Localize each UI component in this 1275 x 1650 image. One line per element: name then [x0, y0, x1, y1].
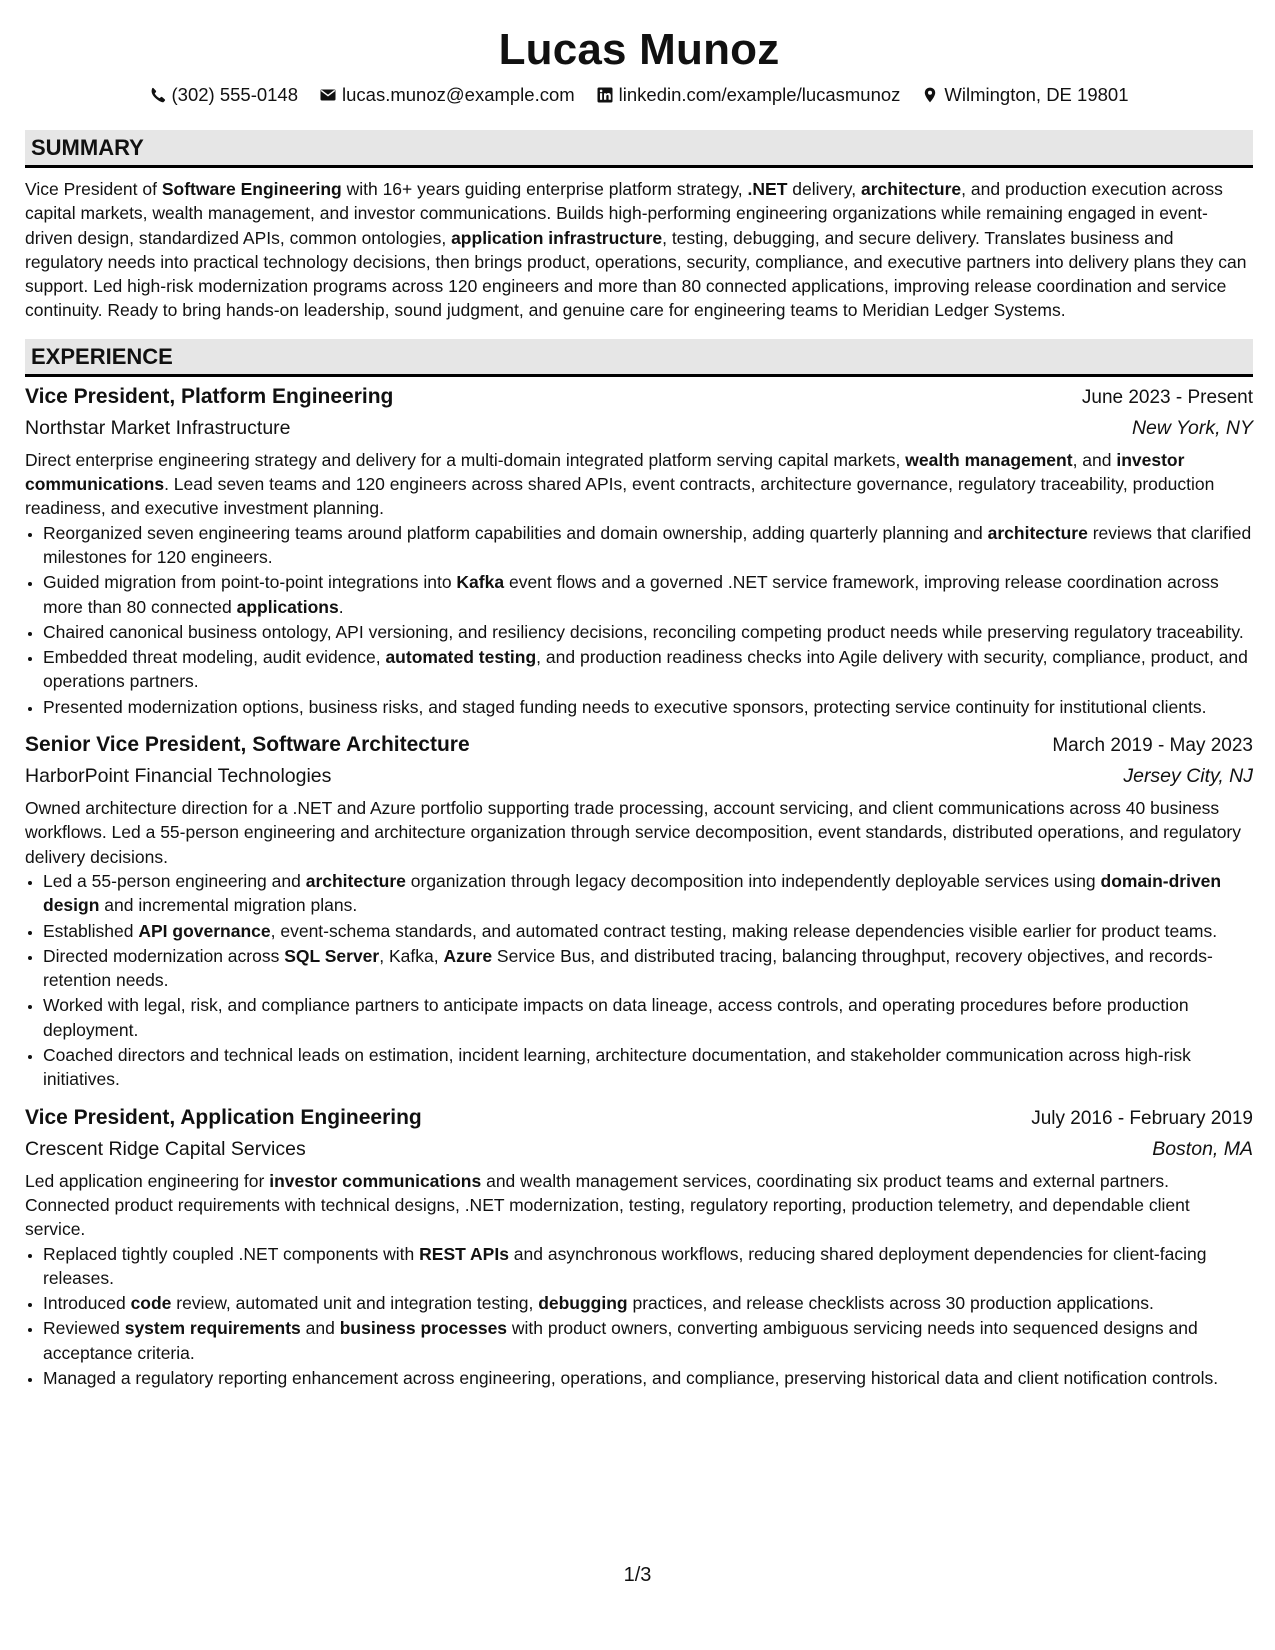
job-title-row: [25, 731, 1253, 760]
bold-keyword: application infrastructure: [451, 227, 663, 248]
email-link[interactable]: lucas.munoz@example.com: [342, 84, 575, 105]
bullet-item: • Worked with legal, risk, and compliance partners to anticipate impacts on data lineage, access controls, and operating procedures before production deployment.: [43, 993, 1253, 1042]
job-company-row: [25, 1135, 1253, 1163]
job-company-row: [25, 414, 1253, 442]
bold-keyword: automated testing: [385, 647, 537, 668]
bold-keyword: Azure: [443, 945, 493, 966]
bold-keyword: investor communications: [25, 449, 1185, 495]
experience-heading: EXPERIENCE: [25, 339, 1253, 377]
linkedin-link[interactable]: linkedin.com/example/lucasmunoz: [618, 84, 901, 105]
bold-keyword: Software Engineering: [161, 179, 342, 199]
experience-section: [25, 339, 1253, 1391]
summary-text: Vice President of Software Engineering with 16+ years guiding enterprise platform strategy, .NET delivery, architecture, and production execution across capital markets, wealth management, and investor communications. Builds high-performing engineering organizations while remaining engaged in event-driven design, standardized APIs, common ontologies, application infrastructure, testing, debugging, and secure delivery. Translates business and regulatory needs into practical technology decisions, then brings product, operations, security, compliance, and executive partners into delivery plans they can support. Led high-risk modernization programs across 120 engineers and more than 80 connected applications, improving release coordination and service continuity. Ready to bring hands-on leadership, sound judgment, and genuine care for engineering teams to Meridian Ledger Systems.: [25, 179, 1247, 321]
job-bullets: [25, 869, 1253, 1092]
job-location: Boston, MA: [1152, 1137, 1253, 1160]
bold-keyword: SQL Server: [284, 945, 380, 966]
job-bullets: [25, 1242, 1253, 1391]
bullet-item: • Embedded threat modeling, audit evidence, automated testing, and production readiness checks into Agile delivery with security, compliance, product, and operations partners.: [43, 645, 1253, 694]
bold-keyword: system requirements: [124, 1318, 301, 1339]
page-number: 1/3: [623, 1564, 652, 1586]
bold-keyword: business processes: [339, 1318, 508, 1339]
bold-keyword: architecture: [987, 522, 1088, 543]
bold-keyword: code: [130, 1293, 172, 1314]
envelope-icon: [320, 87, 336, 103]
bold-keyword: debugging: [538, 1293, 628, 1314]
bullet-item: • Managed a regulatory reporting enhancement across engineering, operations, and compliance, preserving historical data and client notification controls.: [43, 1366, 1253, 1390]
phone-text: (302) 555-0148: [171, 84, 299, 105]
job-entry: [25, 1104, 1253, 1391]
bold-keyword: applications: [236, 596, 339, 617]
job-description: Owned architecture direction for a .NET and Azure portfolio supporting trade processing, account servicing, and client communications across 40 business workflows. Led a 55-person engineering and architecture organization through service decomposition, event standards, distributed operations, and regulatory delivery decisions.: [25, 798, 1242, 867]
job-dates: July 2016 - February 2019: [1031, 1107, 1253, 1129]
job-title-row: [25, 1104, 1253, 1133]
job-description: Direct enterprise engineering strategy and delivery for a multi-domain integrated platform serving capital markets, wealth management, and investor communications. Lead seven teams and 120 engineers across shared APIs, event contracts, architecture governance, regulatory traceability, production readiness, and executive investment planning.: [25, 449, 1215, 519]
job-title-row: [25, 383, 1253, 412]
job-entry: [25, 383, 1253, 719]
job-dates: June 2023 - Present: [1081, 386, 1253, 408]
contact-phone: [150, 84, 299, 106]
bold-keyword: API governance: [138, 920, 271, 941]
bullet-item: • Reviewed system requirements and business processes with product owners, converting ambiguous servicing needs into sequenced designs and acceptance criteria.: [43, 1316, 1253, 1365]
bold-keyword: .NET: [747, 179, 788, 199]
company-name: Northstar Market Infrastructure: [25, 416, 291, 439]
bold-keyword: architecture: [860, 179, 962, 199]
company-name: HarborPoint Financial Technologies: [25, 765, 332, 788]
job-bullets: [25, 521, 1253, 719]
bullet-item: • Replaced tightly coupled .NET components with REST APIs and asynchronous workflows, reducing shared deployment dependencies for client-facing releases.: [43, 1242, 1253, 1291]
bold-keyword: Kafka: [456, 572, 505, 593]
bullet-item: • Guided migration from point-to-point integrations into Kafka event flows and a governed .NET service framework, improving release coordination across more than 80 connected applications.: [43, 570, 1253, 619]
map-pin-icon: [922, 87, 938, 103]
job-title: Vice President, Application Engineering: [25, 1105, 422, 1129]
linkedin-icon: [597, 87, 613, 103]
job-company-row: [25, 762, 1253, 790]
bullet-item: • Directed modernization across SQL Server, Kafka, Azure Service Bus, and distributed tracing, balancing throughput, recovery objectives, and records-retention needs.: [43, 944, 1253, 993]
contact-bar: [25, 84, 1253, 106]
bullet-item: • Established API governance, event-schema standards, and automated contract testing, making release dependencies visible earlier for product teams.: [43, 919, 1253, 943]
bullet-item: • Coached directors and technical leads on estimation, incident learning, architecture documentation, and stakeholder communication across high-risk initiatives.: [43, 1043, 1253, 1092]
summary-heading: SUMMARY: [25, 130, 1253, 168]
contact-email[interactable]: [320, 84, 575, 106]
bold-keyword: investor communications: [269, 1170, 482, 1191]
location-text: Wilmington, DE 19801: [944, 84, 1129, 105]
resume-page: [25, 0, 1253, 1391]
contact-location: [922, 84, 1128, 106]
bullet-item: • Introduced code review, automated unit and integration testing, debugging practices, and release checklists across 30 production applications.: [43, 1291, 1253, 1315]
bullet-item: • Presented modernization options, business risks, and staged funding needs to executive sponsors, protecting service continuity for institutional clients.: [43, 695, 1253, 719]
bold-keyword: domain-driven design: [43, 870, 1222, 916]
bold-keyword: wealth management: [905, 449, 1073, 470]
bullet-item: • Chaired canonical business ontology, API versioning, and resiliency decisions, reconciling competing product needs while preserving regulatory traceability.: [43, 620, 1253, 644]
job-location: Jersey City, NJ: [1123, 765, 1253, 788]
bullet-item: • Reorganized seven engineering teams around platform capabilities and domain ownership, adding quarterly planning and architecture reviews that clarified milestones for 120 engineers.: [43, 521, 1253, 570]
contact-linkedin[interactable]: [597, 84, 901, 106]
company-name: Crescent Ridge Capital Services: [25, 1137, 306, 1160]
job-description: Led application engineering for investor communications and wealth management services, coordinating six product teams and external partners. Connected product requirements with technical designs, .NET modernization, testing, regulatory reporting, production telemetry, and dependable client service.: [25, 1170, 1190, 1240]
phone-icon: [150, 87, 166, 103]
job-title: Senior Vice President, Software Architecture: [25, 733, 470, 757]
job-location: New York, NY: [1131, 416, 1253, 439]
job-entry: [25, 731, 1253, 1092]
bold-keyword: architecture: [305, 870, 406, 891]
job-title: Vice President, Platform Engineering: [25, 384, 394, 408]
bullet-item: • Led a 55-person engineering and architecture organization through legacy decomposition into independently deployable services using domain-driven design and incremental migration plans.: [43, 869, 1253, 918]
job-dates: March 2019 - May 2023: [1052, 735, 1253, 757]
candidate-name: Lucas Munoz: [498, 25, 780, 74]
summary-section: [25, 130, 1253, 323]
bold-keyword: REST APIs: [419, 1243, 509, 1264]
